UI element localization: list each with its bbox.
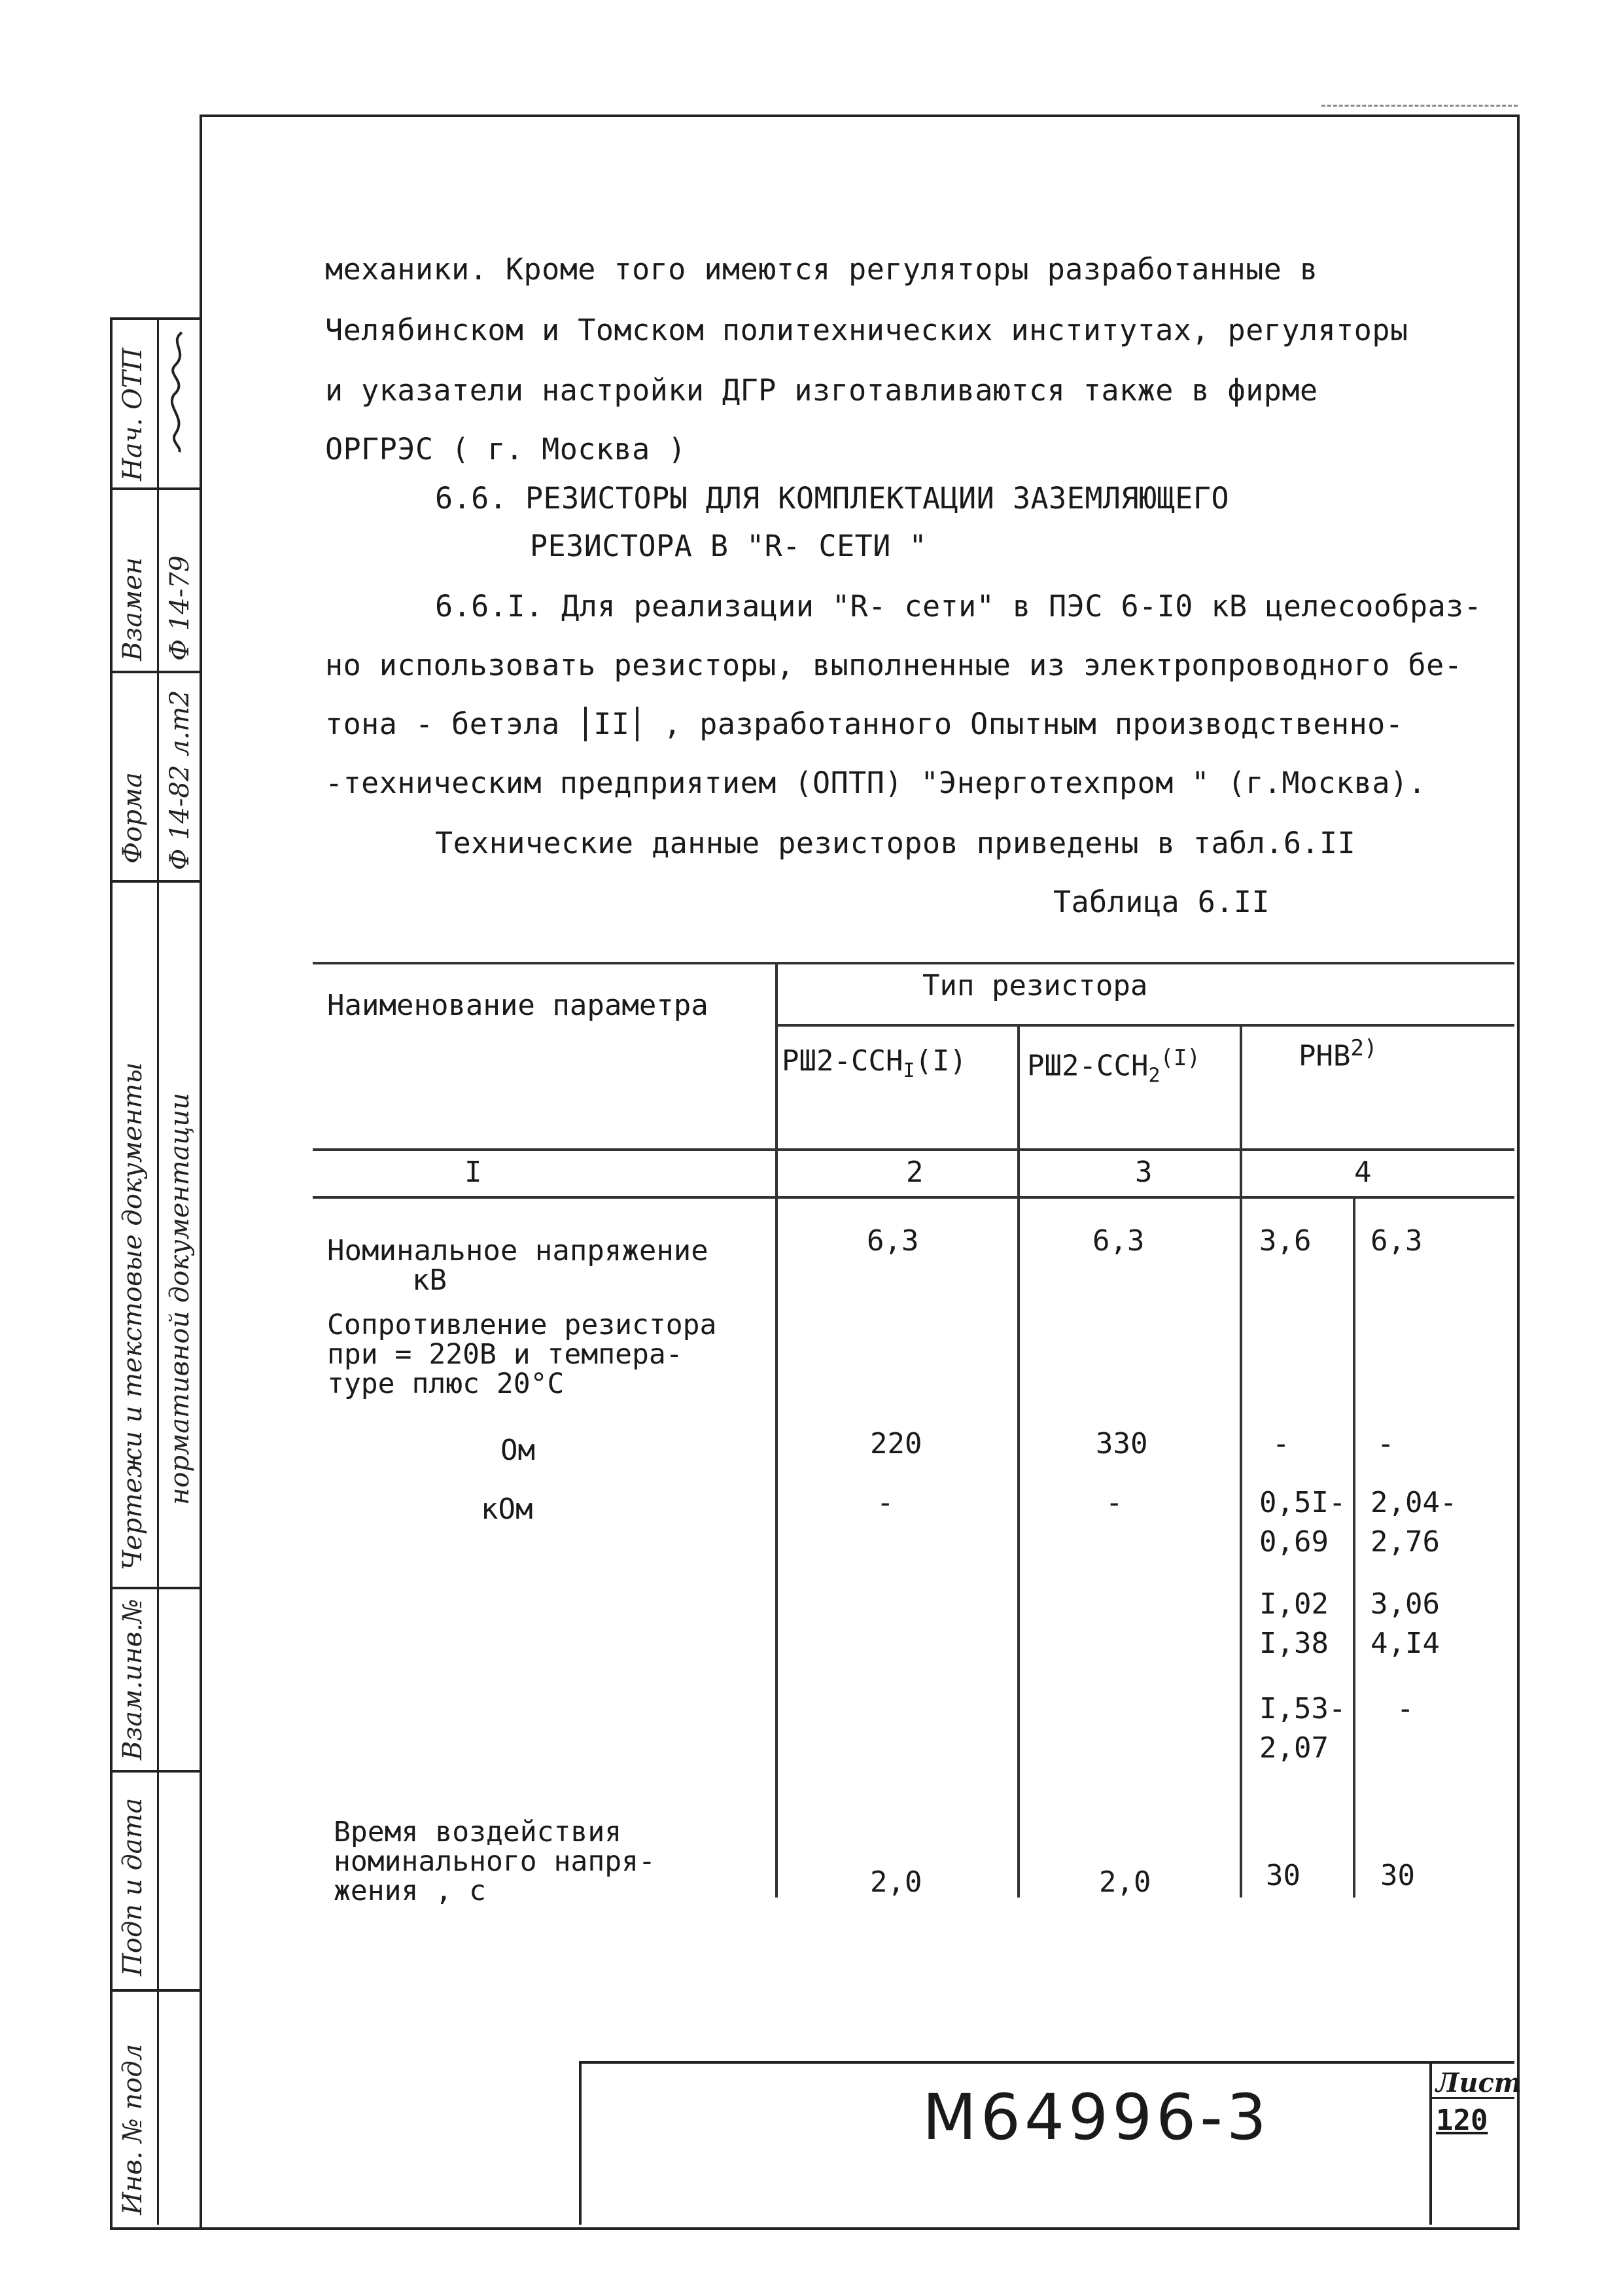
type-2-sub: 2 — [1148, 1064, 1161, 1087]
stamp-forma: Форма — [118, 772, 148, 864]
row-voltage-unit: кВ — [412, 1263, 447, 1297]
row-voltage-value-1: 6,3 — [867, 1224, 919, 1258]
stamp-normative: нормативной документации — [165, 1093, 195, 1505]
row-duration-label-1: Время воздействия — [334, 1816, 622, 1848]
table-col-line-1 — [775, 962, 778, 1898]
row-voltage-value-3b: 6,3 — [1370, 1224, 1423, 1258]
row-kohm-value-3a-top: 0,5I- — [1259, 1486, 1346, 1519]
row-resistance-label-1: Сопротивление резистора — [327, 1309, 717, 1341]
row-ohm-value-3b: - — [1377, 1427, 1395, 1460]
stamp-line — [110, 880, 200, 883]
header-resistor-type: Тип резистора — [922, 969, 1148, 1002]
stamp-drawings: Чертежи и текстовые документы — [118, 1062, 148, 1570]
row6-value-3a-top: I,53- — [1259, 1692, 1346, 1725]
side-stamp-divider — [157, 317, 159, 2225]
sheet-box-divider — [1429, 2097, 1514, 2099]
type-1-base: РШ2-ССН — [782, 1044, 903, 1078]
paragraph-line-1: 6.6.I. Для реализации "R- сети" в ПЭС 6-I0 кВ целесообраз- — [435, 589, 1482, 624]
col-number-2: 2 — [906, 1156, 924, 1189]
row-kohm-value-2: - — [1106, 1486, 1123, 1519]
row-ohm-value-2: 330 — [1096, 1427, 1148, 1460]
row5-value-3a-bottom: I,38 — [1259, 1627, 1329, 1660]
stamp-podp-data: Подп и дата — [118, 1797, 148, 1976]
signature — [162, 329, 194, 453]
section-heading-2: РЕЗИСТОРА В "R- СЕТИ " — [530, 529, 928, 563]
table-caption: Таблица 6.II — [1053, 885, 1270, 919]
col-number-1: I — [464, 1156, 482, 1189]
title-block-sheet-divider — [1429, 2061, 1432, 2225]
text-line-4: ОРГРЭС ( г. Москва ) — [325, 432, 686, 467]
row-resistance-label-2: при = 220В и темпера- — [327, 1338, 683, 1371]
type-2-base: РШ2-ССН — [1027, 1049, 1149, 1083]
row-voltage-value-3a: 3,6 — [1259, 1224, 1312, 1258]
row-duration-value-3a: 30 — [1266, 1859, 1300, 1892]
paragraph-line-3 — [325, 707, 1403, 741]
top-scan-mark — [1321, 105, 1518, 107]
row5-value-3b-bottom: 4,I4 — [1370, 1627, 1440, 1660]
section-heading-1: 6.6. РЕЗИСТОРЫ ДЛЯ КОМПЛЕКТАЦИИ ЗАЗЕМЛЯЮЩЕГО — [435, 481, 1230, 516]
table-col-line-4 — [1353, 1196, 1355, 1898]
row-duration-value-2: 2,0 — [1099, 1865, 1151, 1899]
stamp-line — [110, 1587, 200, 1589]
row-voltage-value-2: 6,3 — [1092, 1224, 1145, 1258]
row6-value-3a-bottom: 2,07 — [1259, 1731, 1329, 1765]
title-block-left — [579, 2061, 582, 2225]
row-duration-label-3: жения , с — [334, 1875, 486, 1907]
col-number-4: 4 — [1354, 1156, 1372, 1189]
row-kohm-value-3b-bottom: 2,76 — [1370, 1525, 1440, 1559]
stamp-nach-otp: Нач. ОТП — [118, 347, 148, 481]
header-type-1 — [782, 1044, 967, 1082]
text-line-2: Челябинском и Томском политехнических институтах, регуляторы — [325, 313, 1408, 347]
stamp-vzam-inv: Взам.инв.№ — [118, 1598, 148, 1760]
table-line-numbers-bottom — [313, 1196, 1514, 1199]
row5-value-3a-top: I,02 — [1259, 1587, 1329, 1621]
text-line-3: и указатели настройки ДГР изготавливаются также в фирме — [325, 373, 1318, 408]
paragraph-line-2: но использовать резисторы, выполненные из электропроводного бе- — [325, 648, 1463, 682]
text-line-1: механики. Кроме того имеются регуляторы разработанные в — [325, 252, 1318, 287]
reference-ii: II — [584, 707, 638, 741]
document-code: М64996-3 — [922, 2081, 1270, 2154]
type-1-tail: (I) — [915, 1044, 967, 1078]
type-2-sup: (I) — [1160, 1045, 1200, 1071]
stamp-line — [110, 1770, 200, 1773]
row6-value-3b: - — [1397, 1692, 1414, 1725]
stamp-forma-value: Ф 14-82 л.т2 — [165, 690, 195, 870]
row-kohm-value-3b-top: 2,04- — [1370, 1486, 1457, 1519]
stamp-vzamen-value: Ф 14-79 — [165, 555, 195, 661]
col-number-3: 3 — [1135, 1156, 1153, 1189]
sheet-number: 120 — [1436, 2104, 1488, 2137]
table-line-header-bottom — [313, 1148, 1514, 1151]
sheet-label: Лист — [1436, 2068, 1522, 2098]
row-kohm-value-3a-bottom: 0,69 — [1259, 1525, 1329, 1559]
header-param-name: Наименование параметра — [327, 989, 708, 1022]
row-duration-value-3b: 30 — [1380, 1859, 1415, 1892]
paragraph-line-5: Технические данные резисторов приведены в табл.6.II — [435, 826, 1356, 860]
row-ohm-value-1: 220 — [870, 1427, 922, 1460]
row-duration-value-1: 2,0 — [870, 1865, 922, 1899]
row-duration-label-2: номинального напря- — [334, 1845, 655, 1878]
row-kohm-value-1: - — [877, 1486, 894, 1519]
paragraph-line-3-start: тона - бетэла — [325, 707, 560, 741]
header-type-3 — [1299, 1037, 1377, 1071]
row-ohm-value-3a: - — [1272, 1427, 1290, 1460]
table-col-line-2 — [1017, 1024, 1020, 1898]
stamp-line — [110, 671, 200, 673]
table-col-line-3 — [1240, 1024, 1242, 1898]
stamp-inv-podl: Инв. № подл — [118, 2043, 148, 2215]
table-line-top — [313, 962, 1514, 964]
row-resistance-label-3: туре плюс 20°С — [327, 1368, 565, 1400]
paragraph-line-3-end: , разработанного Опытным производственно- — [663, 707, 1404, 741]
stamp-line — [110, 1989, 200, 1992]
stamp-line — [110, 487, 200, 490]
row5-value-3b-top: 3,06 — [1370, 1587, 1440, 1621]
title-block-top — [579, 2061, 1514, 2064]
table-line-type — [775, 1024, 1514, 1027]
stamp-vzamen: Взамен — [118, 557, 148, 661]
type-1-sub: I — [903, 1059, 915, 1082]
row-kohm-unit: кОм — [481, 1492, 533, 1526]
type-3-sup: 2) — [1350, 1035, 1378, 1061]
header-type-2 — [1027, 1047, 1200, 1086]
type-3-base: РНВ — [1299, 1039, 1351, 1073]
paragraph-line-4: -техническим предприятием (ОПТП) "Энерготехпром " (г.Москва). — [325, 766, 1427, 800]
row-voltage-label: Номинальное напряжение — [327, 1234, 708, 1267]
row-ohm-unit: Ом — [500, 1434, 535, 1467]
